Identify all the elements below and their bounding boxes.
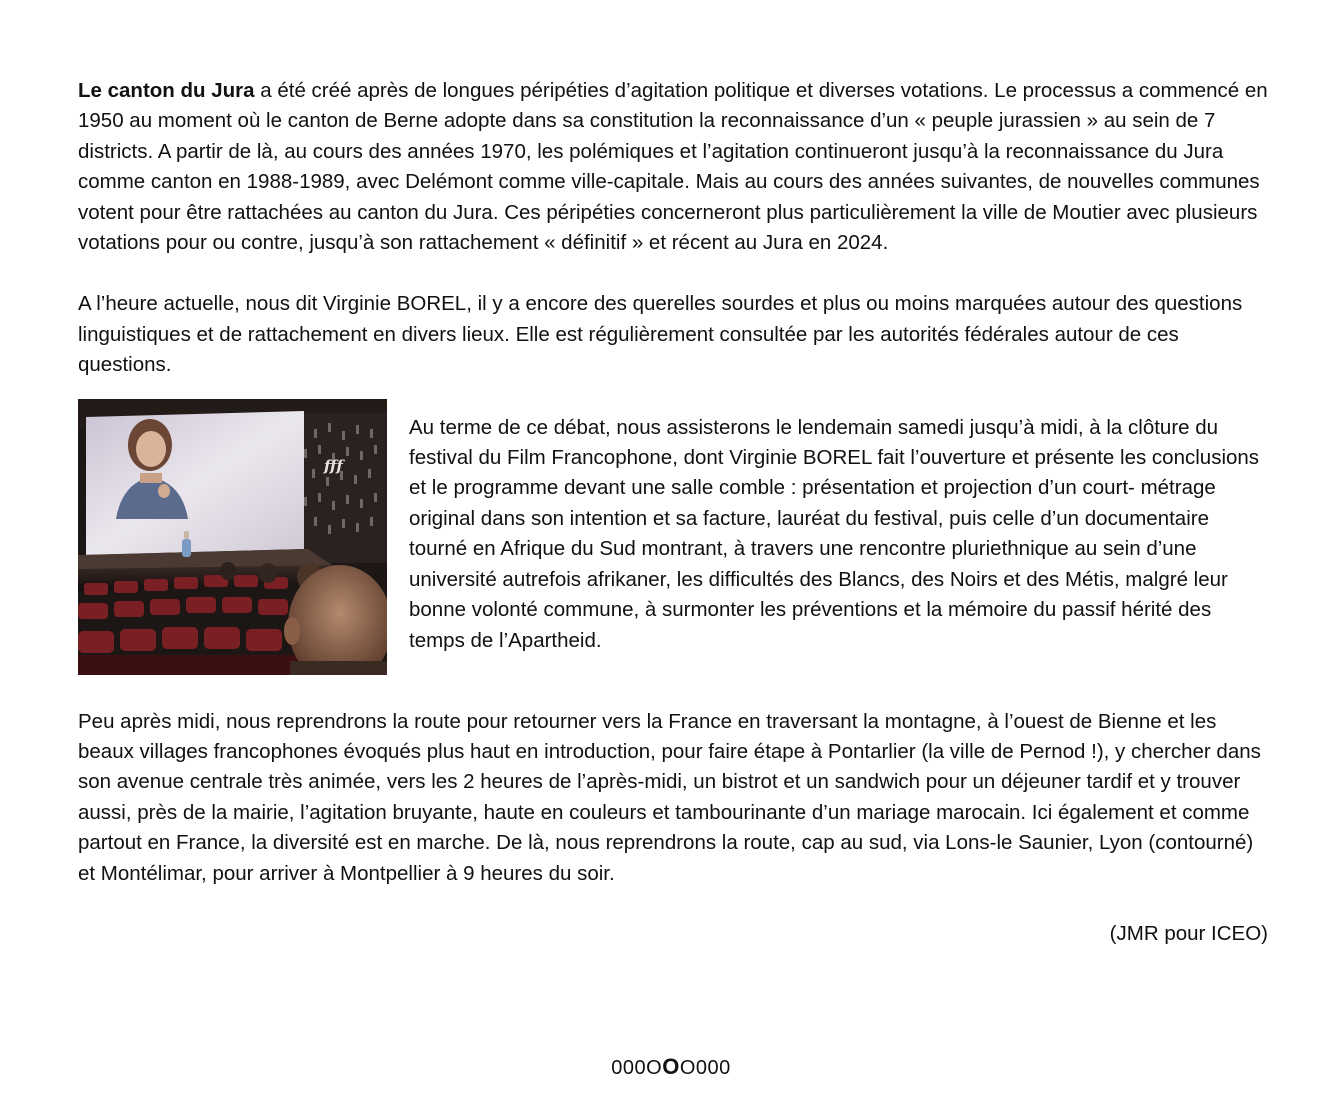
paragraph-return-trip: Peu après midi, nous reprendrons la route pour retourner vers la France en traversant la montagne, à l’ouest de Bienne et les beaux villages francophones évoqués plus haut en introduction, pour faire étape à Pontarlier (la ville de Pernod !), y chercher dans son avenue centrale très animée, vers les 2 heures de l’après-midi, un bistrot et un sandwich pour un déjeuner tardif et y trouver aussi, près de la mairie, l’agitation bruyante, haute en couleurs et tambourinante d’un mariage marocain. Ici également et comme partout en France, la diversité est en marche. De là, nous reprendrons la route, cap au sud, via Lons-le Saunier, Lyon (contourné) et Montélimar, pour arriver à Montpellier à 9 heures du soir. [78,709,1261,885]
paragraph-jura-history [78,76,1268,258]
end-ornament [0,1054,1342,1080]
ornament-right: O000 [679,1057,731,1079]
figure-row [78,399,1268,675]
paragraph-text: a été créé après de longues péripéties d’agitation politique et diverses votations. Le processus a commencé en 1950 au moment où le canton de Berne adopte dans sa constitution la reconnaissance d’un « peuple jurassien » au sein de 7 districts. A partir de là, au cours des années 1970, les polémiques et l’agitation continueront jusqu’à la reconnaissance du Jura comme canton en 1988-1989, avec Delémont comme ville-capitale. Mais au cours des années suivantes, de nouvelles communes votent pour être rattachées au canton du Jura. Ces péripéties concerneront plus particulièrement la ville de Moutier avec plusieurs votations pour ou contre, jusqu’à son rattachement « définitif » et récent au Jura en 2024. [78,79,1268,255]
paragraph-festival: Au terme de ce débat, nous assisterons le lendemain samedi jusqu’à midi, à la clôture du festival du Film Francophone, dont Virginie BOREL fait l’ouverture et présente les conclusions et le programme devant une salle comble : présentation et projection d’un court- métrage original dans son intention et sa facture, lauréat du festival, puis celle d’un documentaire tourné en Afrique du Sud montrant, à travers une rencontre pluriethnique au sein d’une université autrefois afrikaner, les difficultés des Blancs, des Noirs et des Métis, malgré leur bonne volonté commune, à surmonter les préventions et la mémoire du passif hérité des temps de l’Apartheid. [409,415,1260,652]
cinema-photo-image [78,399,387,675]
article-body [78,76,1268,949]
cinema-photo [78,399,387,675]
svg-text:fff: fff [324,456,343,475]
lead-bold-text: Le canton du Jura [78,79,255,102]
paragraph-current-situation: A l’heure actuelle, nous dit Virginie BOREL, il y a encore des querelles sourdes et plus ou moins marquées autour des questions linguistiques et de rattachement en divers lieux. Elle est régulièrement consultée par les autorités fédérales autour de ces questions. [78,292,1243,377]
author-signature: (JMR pour ICEO) [1109,922,1268,946]
ornament-left: 000O [611,1057,663,1079]
ornament-center: O [662,1054,680,1079]
